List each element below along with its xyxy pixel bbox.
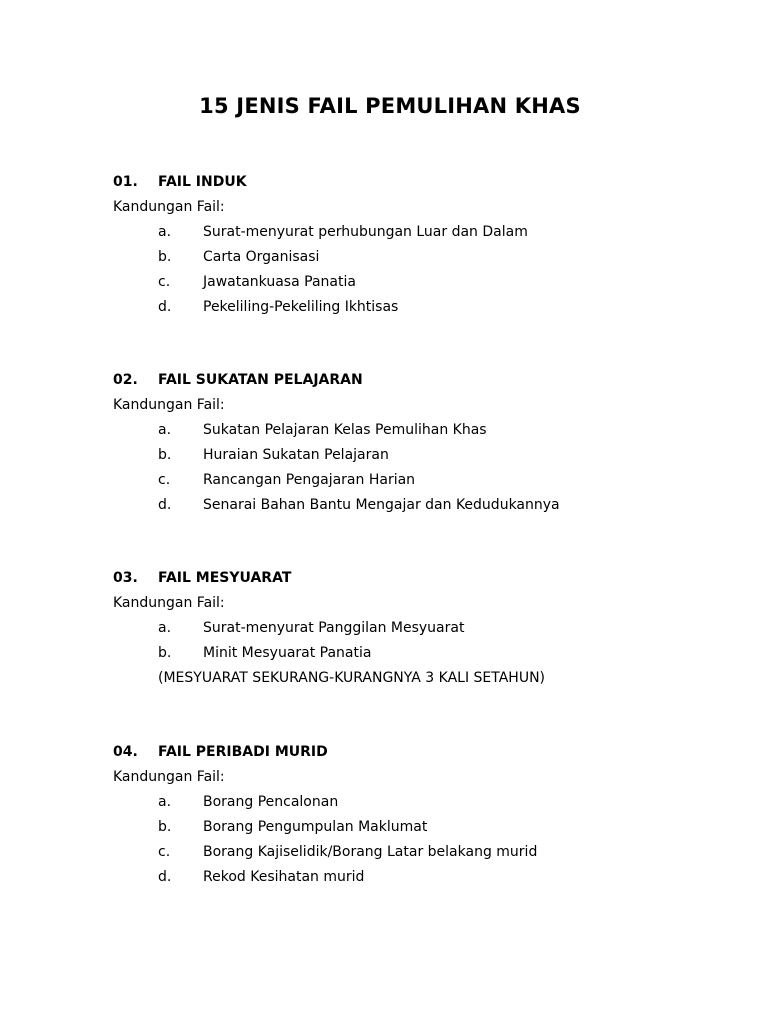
item-text: Borang Pengumpulan Maklumat [203,819,428,835]
item-letter: a. [158,794,172,810]
item-letter: b. [158,645,172,661]
list-item [113,840,713,865]
item-text: Rancangan Pengajaran Harian [203,472,416,488]
section-title: FAIL INDUK [158,174,247,190]
item-text: Sukatan Pelajaran Kelas Pemulihan Khas [203,422,487,438]
section-number: 04. [113,744,138,760]
list-item [113,641,713,666]
contents-label: Kandungan Fail: [113,397,225,413]
item-letter: a. [158,224,172,240]
list-item [113,493,713,518]
section-title: FAIL PERIBADI MURID [158,744,328,760]
item-letter: d. [158,869,172,885]
page-title: 15 JENIS FAIL PEMULIHAN KHAS [199,94,581,118]
contents-label: Kandungan Fail: [113,769,225,785]
list-item [113,815,713,840]
item-letter: b. [158,249,172,265]
section-heading [113,368,713,393]
item-text: Minit Mesyuarat Panatia [203,645,372,661]
item-letter: d. [158,497,172,513]
item-letter: c. [158,844,171,860]
item-list [113,790,713,890]
section-fail-induk [113,170,713,320]
item-text: Surat-menyurat Panggilan Mesyuarat [203,620,465,636]
section-heading [113,566,713,591]
contents-label: Kandungan Fail: [113,199,225,215]
item-list [113,220,713,320]
list-item [113,418,713,443]
section-heading [113,740,713,765]
item-text: Surat-menyurat perhubungan Luar dan Dalam [203,224,528,240]
contents-label: Kandungan Fail: [113,595,225,611]
item-text: Jawatankuasa Panatia [203,274,356,290]
item-text: Rekod Kesihatan murid [203,869,365,885]
list-item [113,865,713,890]
section-number: 02. [113,372,138,388]
item-list [113,418,713,518]
section-title: FAIL MESYUARAT [158,570,292,586]
section-number: 01. [113,174,138,190]
item-letter: b. [158,819,172,835]
list-item [113,220,713,245]
list-item [113,468,713,493]
item-letter: a. [158,422,172,438]
section-note: (MESYUARAT SEKURANG-KURANGNYA 3 KALI SETAHUN) [158,670,546,686]
section-fail-sukatan-pelajaran [113,368,713,518]
section-heading [113,170,713,195]
section-fail-peribadi-murid [113,740,713,890]
list-item [113,790,713,815]
item-text: Borang Pencalonan [203,794,339,810]
section-title: FAIL SUKATAN PELAJARAN [158,372,363,388]
item-list [113,616,713,666]
item-letter: b. [158,447,172,463]
list-item [113,295,713,320]
item-text: Senarai Bahan Bantu Mengajar dan Kedudukannya [203,497,560,513]
list-item [113,245,713,270]
item-text: Pekeliling-Pekeliling Ikhtisas [203,299,399,315]
list-item [113,616,713,641]
list-item [113,270,713,295]
item-letter: c. [158,274,171,290]
item-letter: d. [158,299,172,315]
list-item [113,443,713,468]
item-text: Carta Organisasi [203,249,320,265]
item-letter: c. [158,472,171,488]
item-text: Borang Kajiselidik/Borang Latar belakang murid [203,844,538,860]
section-fail-mesyuarat [113,566,713,691]
section-number: 03. [113,570,138,586]
item-letter: a. [158,620,172,636]
item-text: Huraian Sukatan Pelajaran [203,447,389,463]
